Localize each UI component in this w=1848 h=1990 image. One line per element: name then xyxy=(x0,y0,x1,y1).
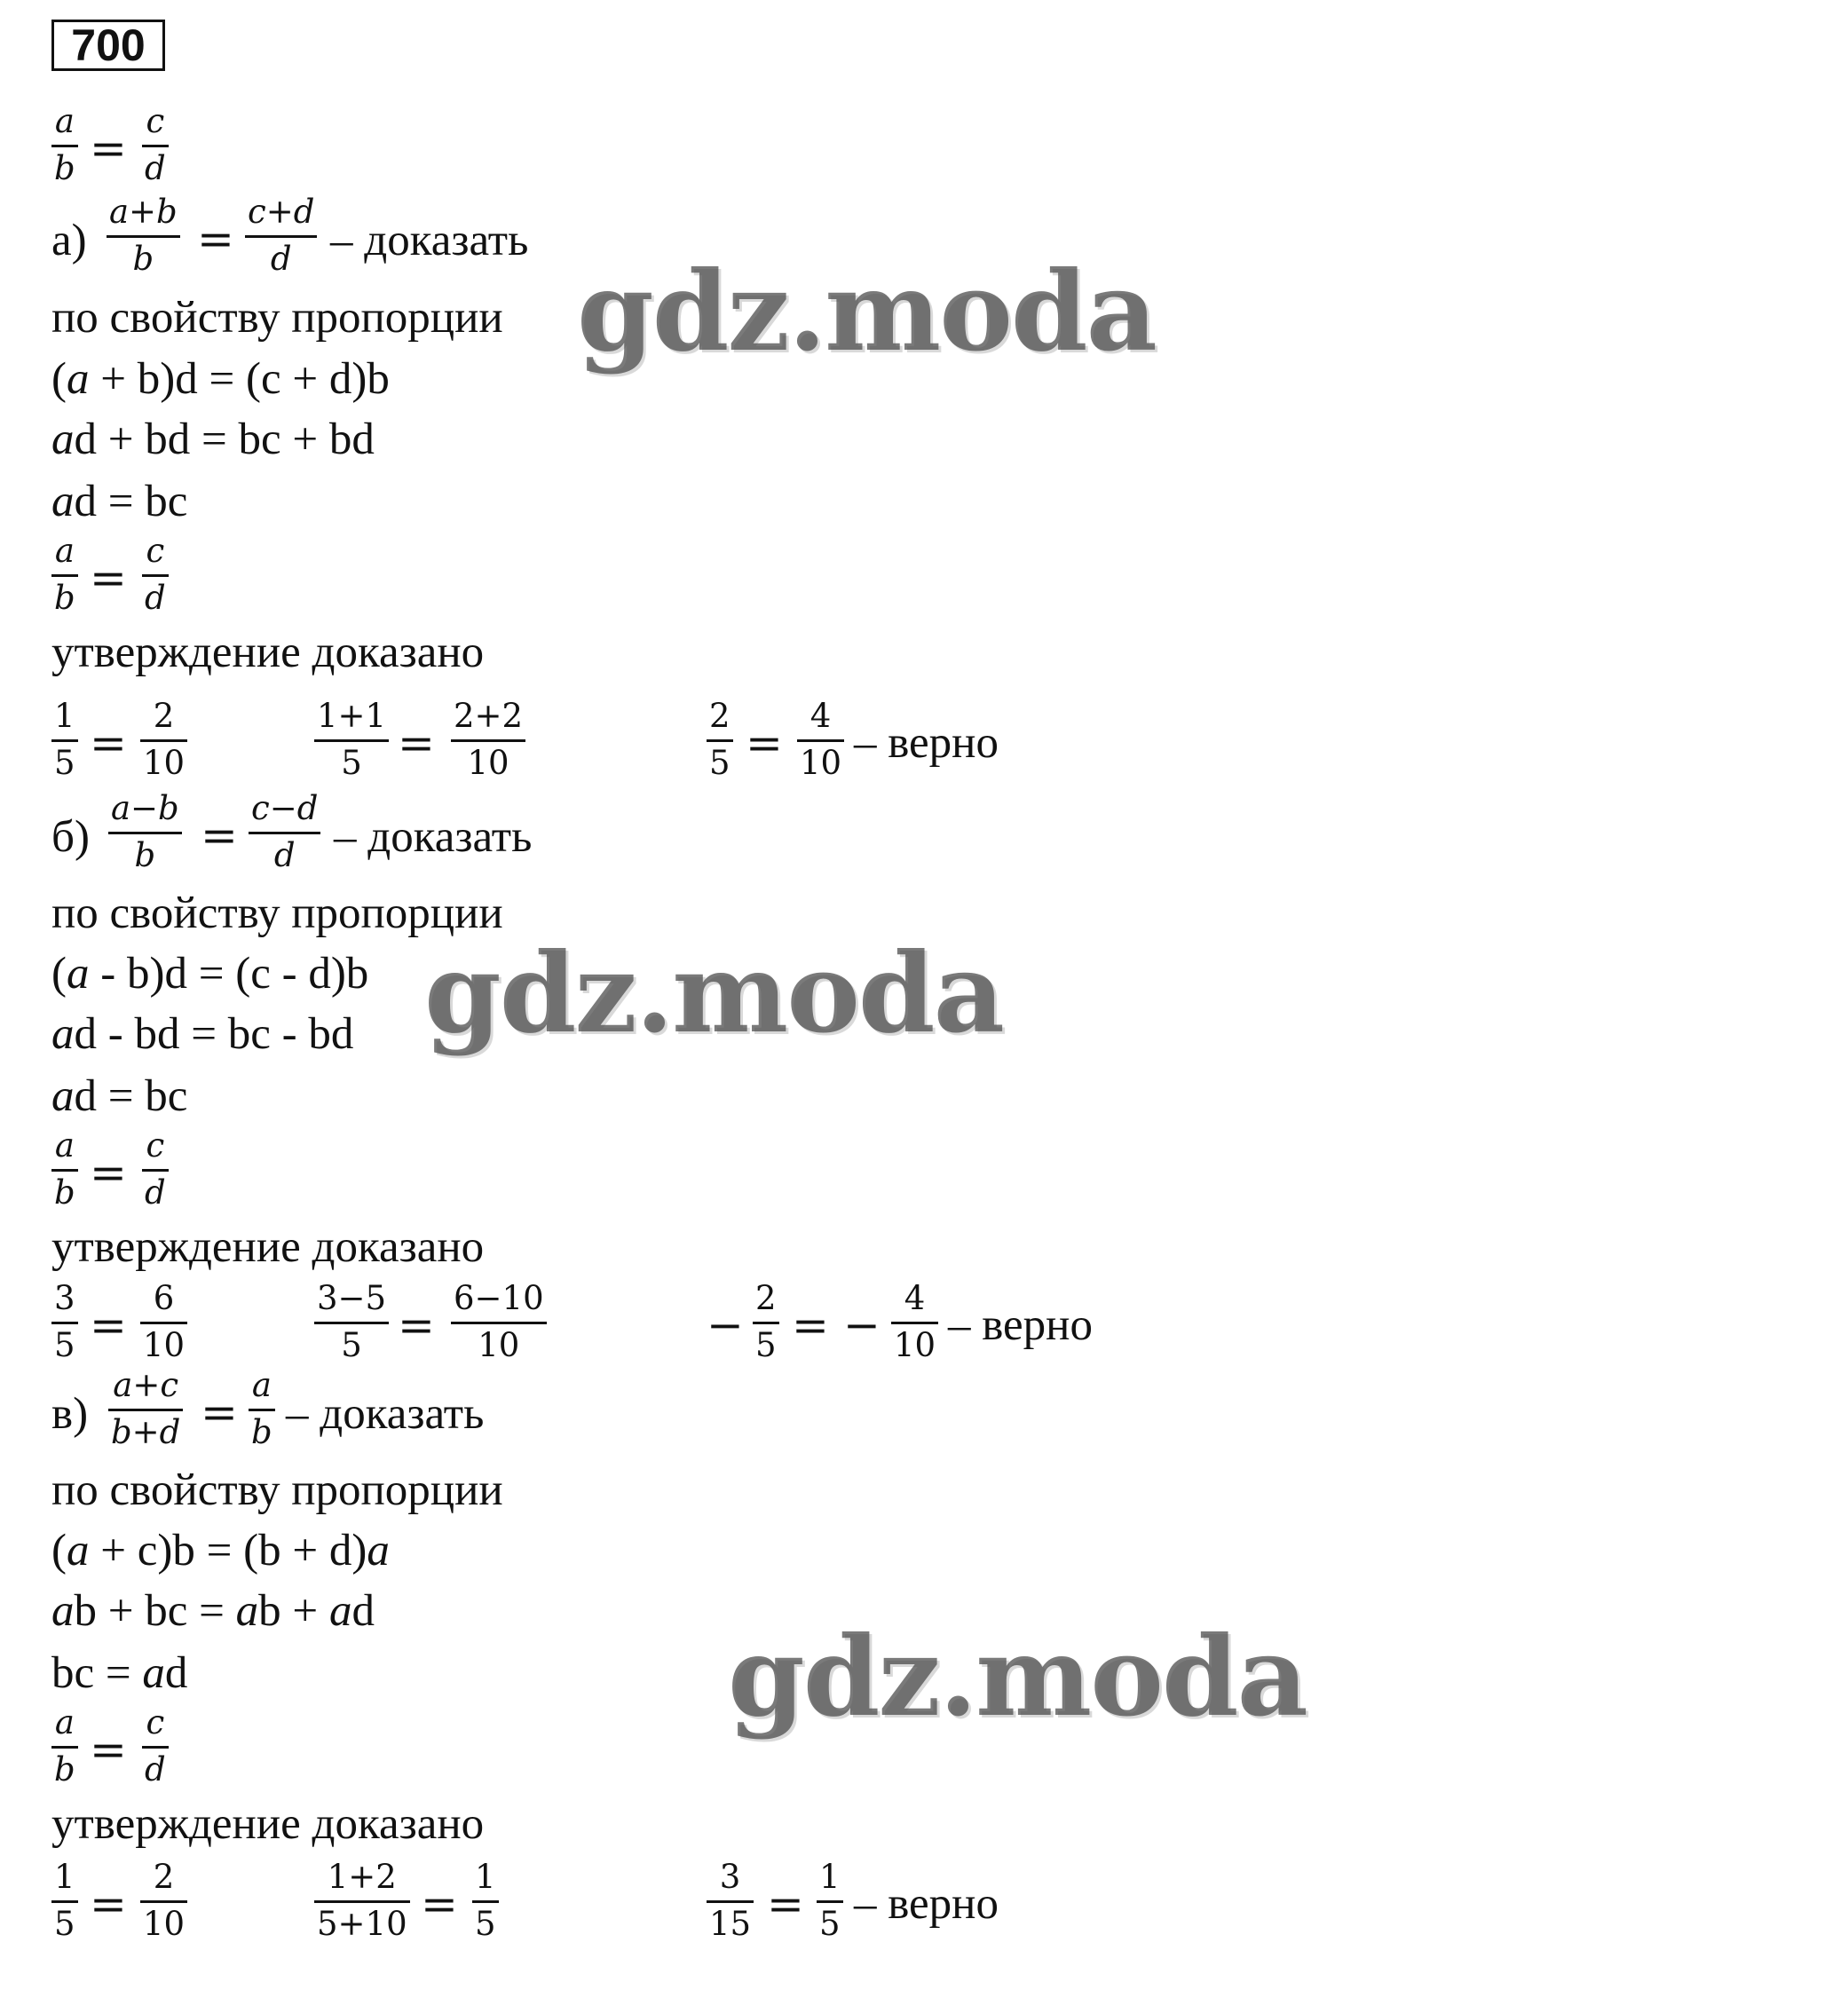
part-b-step-3: ad = bc xyxy=(51,1071,188,1121)
part-c-claim-left: a+c b+d xyxy=(108,1369,183,1449)
part-c-result-left: a b xyxy=(51,1706,78,1786)
equals-sign: = xyxy=(90,1878,127,1930)
minus-sign: − xyxy=(707,1299,744,1351)
part-b-claim-left: a−b b xyxy=(108,792,182,872)
equals-sign: = xyxy=(421,1878,458,1930)
equals-sign: = xyxy=(746,717,783,769)
part-b-check-fraction-4: 6−10 10 xyxy=(451,1282,547,1362)
part-b-check-fraction-1: 3 5 xyxy=(51,1282,78,1362)
part-b-check-fraction-3: 3−5 5 xyxy=(314,1282,389,1362)
part-a-check-fraction-5: 2 5 xyxy=(707,699,733,779)
part-b-claim-right: c−d d xyxy=(249,792,320,872)
part-c-check-fraction-5: 3 15 xyxy=(707,1860,754,1940)
part-a-check-fraction-2: 2 10 xyxy=(140,699,187,779)
equals-sign: = xyxy=(90,552,127,604)
part-a-reason: по свойству пропорции xyxy=(51,293,503,343)
part-b-check-fraction-6: 4 10 xyxy=(891,1282,938,1362)
minus-sign: − xyxy=(843,1299,881,1351)
part-c-conclusion: утверждение доказано xyxy=(51,1799,485,1849)
equals-sign: = xyxy=(767,1878,804,1930)
equals-sign: = xyxy=(398,717,435,769)
part-a-result-left: a b xyxy=(51,534,78,614)
problem-number: 700 xyxy=(51,20,165,71)
part-a-verdict: – верно xyxy=(854,718,999,768)
part-b-claim-tail: – доказать xyxy=(334,812,533,862)
given-fraction-right: c d xyxy=(142,105,169,185)
part-b-verdict: – верно xyxy=(948,1300,1093,1350)
part-b-check-fraction-2: 6 10 xyxy=(140,1282,187,1362)
equals-sign: = xyxy=(201,1386,238,1438)
part-b-label: б) xyxy=(51,812,90,862)
part-c-step-3: bc = ad xyxy=(51,1648,188,1698)
part-b-step-1: (a - b)d = (c - d)b xyxy=(51,949,369,999)
equals-sign: = xyxy=(90,1299,127,1351)
given-fraction-left: a b xyxy=(51,105,78,185)
part-c-claim-tail: – доказать xyxy=(286,1389,485,1439)
equals-sign: = xyxy=(90,122,127,174)
watermark: gdz.moda xyxy=(424,929,1003,1058)
part-c-check-fraction-2: 2 10 xyxy=(140,1860,187,1940)
part-b-result-left: a b xyxy=(51,1129,78,1209)
part-c-step-1: (a + c)b = (b + d)a xyxy=(51,1526,390,1575)
part-b-conclusion: утверждение доказано xyxy=(51,1222,485,1272)
part-a-step-3: ad = bc xyxy=(51,477,188,526)
part-c-check-fraction-6: 1 5 xyxy=(817,1860,843,1940)
part-a-label: а) xyxy=(51,216,87,265)
part-b-result-right: c d xyxy=(142,1129,169,1209)
equals-sign: = xyxy=(398,1299,435,1351)
equals-sign: = xyxy=(201,809,238,861)
part-c-claim-right: a b xyxy=(249,1369,275,1449)
part-a-step-2: ad + bd = bc + bd xyxy=(51,415,375,464)
part-a-check-fraction-1: 1 5 xyxy=(51,699,78,779)
equals-sign: = xyxy=(792,1299,829,1351)
part-a-claim-left: a+b b xyxy=(107,195,180,275)
part-b-step-2: ad - bd = bc - bd xyxy=(51,1009,354,1059)
part-c-step-2: ab + bc = ab + ad xyxy=(51,1586,375,1636)
part-b-reason: по свойству пропорции xyxy=(51,888,503,938)
part-a-conclusion: утверждение доказано xyxy=(51,628,485,677)
part-c-label: в) xyxy=(51,1389,89,1439)
part-c-reason: по свойству пропорции xyxy=(51,1465,503,1515)
part-c-verdict: – верно xyxy=(854,1879,999,1929)
equals-sign: = xyxy=(90,1147,127,1198)
part-a-step-1: (a + b)d = (c + d)b xyxy=(51,354,390,404)
equals-sign: = xyxy=(90,1724,127,1775)
part-c-result-right: c d xyxy=(142,1706,169,1786)
watermark: gdz.moda xyxy=(577,248,1156,376)
part-a-claim-right: c+d d xyxy=(245,195,317,275)
watermark: gdz.moda xyxy=(728,1613,1307,1741)
part-a-result-right: c d xyxy=(142,534,169,614)
part-c-check-fraction-1: 1 5 xyxy=(51,1860,78,1940)
part-a-claim-tail: – доказать xyxy=(330,216,529,265)
equals-sign: = xyxy=(90,717,127,769)
part-b-check-fraction-5: 2 5 xyxy=(753,1282,779,1362)
equals-sign: = xyxy=(197,213,234,265)
part-a-check-fraction-6: 4 10 xyxy=(797,699,844,779)
part-c-check-fraction-4: 1 5 xyxy=(472,1860,499,1940)
part-a-check-fraction-3: 1+1 5 xyxy=(314,699,389,779)
part-c-check-fraction-3: 1+2 5+10 xyxy=(314,1860,410,1940)
part-a-check-fraction-4: 2+2 10 xyxy=(451,699,525,779)
